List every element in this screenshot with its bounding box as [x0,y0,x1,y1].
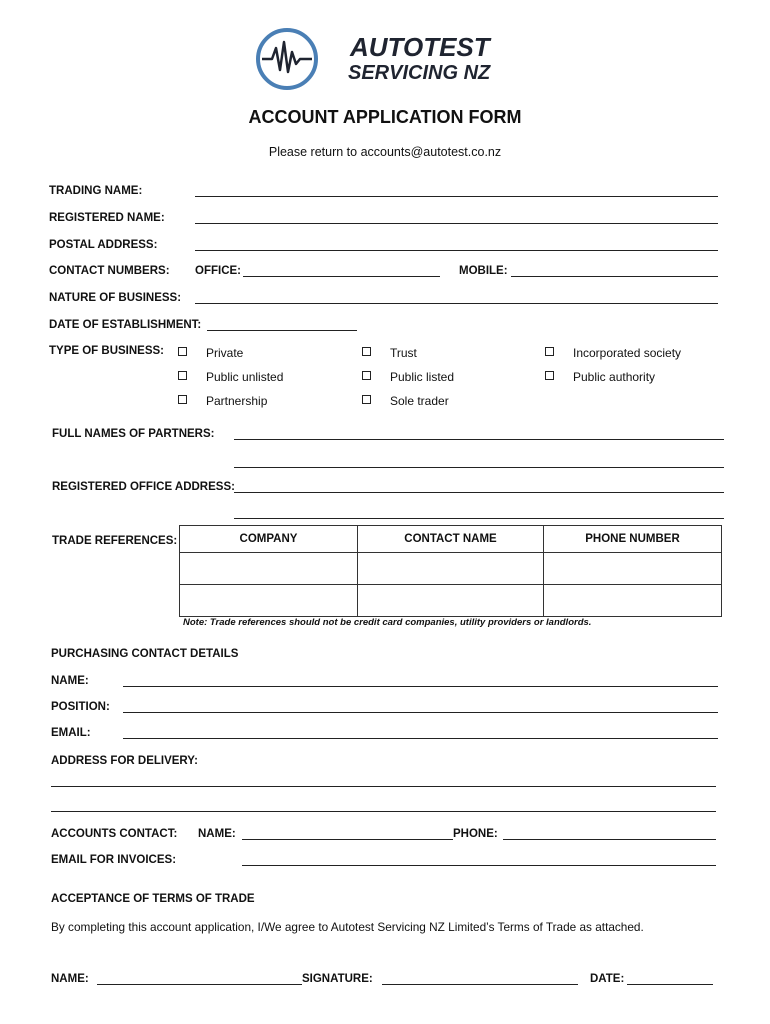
checkbox-private[interactable] [178,347,187,356]
email-for-invoices-line[interactable] [242,865,716,866]
purchasing-email-line[interactable] [123,738,718,739]
column-company: COMPANY [180,526,358,553]
contact-numbers-label: CONTACT NUMBERS: [49,265,170,277]
checkbox-partnership[interactable] [178,395,187,404]
column-contact-name: CONTACT NAME [358,526,544,553]
purchasing-position-label: POSITION: [51,701,110,713]
checkbox-incorporated-society[interactable] [545,347,554,356]
option-trust-label: Trust [390,346,417,360]
registered-office-line-1[interactable] [234,492,724,493]
table-row [180,585,722,617]
option-incorporated-society-label: Incorporated society [573,346,682,360]
option-public-authority-label: Public authority [573,370,656,384]
nature-of-business-label: NATURE OF BUSINESS: [49,292,182,304]
purchasing-heading: PURCHASING CONTACT DETAILS [51,648,239,660]
checkbox-public-authority[interactable] [545,371,554,380]
accounts-phone-label: PHONE: [453,828,498,840]
accounts-name-line[interactable] [242,839,453,840]
nature-of-business-line[interactable] [195,303,718,304]
signoff-signature-label: SIGNATURE: [302,973,373,985]
purchasing-position-line[interactable] [123,712,718,713]
option-private-label: Private [206,346,244,360]
signoff-signature-line[interactable] [382,984,578,985]
checkbox-sole-trader[interactable] [362,395,371,404]
purchasing-name-line[interactable] [123,686,718,687]
full-names-of-partners-label: FULL NAMES OF PARTNERS: [52,428,215,440]
purchasing-name-label: NAME: [51,675,89,687]
delivery-line-1[interactable] [51,786,716,787]
office-line[interactable] [243,276,440,277]
cell-phone-number-2[interactable] [544,585,722,617]
accounts-phone-line[interactable] [503,839,716,840]
partners-line-2[interactable] [234,467,724,468]
address-for-delivery-label: ADDRESS FOR DELIVERY: [51,755,198,767]
cell-company-1[interactable] [180,553,358,585]
postal-address-label: POSTAL ADDRESS: [49,239,158,251]
signoff-date-label: DATE: [590,973,625,985]
accounts-contact-label: ACCOUNTS CONTACT: [51,828,178,840]
trade-references-label: TRADE REFERENCES: [52,535,178,547]
logo-emblem-icon [254,26,320,92]
postal-address-line[interactable] [195,250,718,251]
logo [254,26,504,92]
purchasing-email-label: EMAIL: [51,727,91,739]
table-header-row [180,526,722,553]
option-sole-trader-label: Sole trader [390,394,449,408]
type-of-business-label: TYPE OF BUSINESS: [49,345,165,357]
checkbox-public-unlisted[interactable] [178,371,187,380]
date-of-establishment-line[interactable] [207,330,357,331]
form-subtitle: Please return to accounts@autotest.co.nz [268,145,502,159]
logo-line2: SERVICING NZ [348,62,491,84]
signoff-date-line[interactable] [627,984,713,985]
cell-phone-number-1[interactable] [544,553,722,585]
mobile-label: MOBILE: [459,265,508,277]
cell-company-2[interactable] [180,585,358,617]
option-public-unlisted-label: Public unlisted [206,370,284,384]
office-label: OFFICE: [195,265,241,277]
terms-heading: ACCEPTANCE OF TERMS OF TRADE [51,893,255,905]
accounts-name-label: NAME: [198,828,236,840]
signoff-name-line[interactable] [97,984,302,985]
date-of-establishment-label: DATE OF ESTABLISHMENT: [49,319,202,331]
cell-contact-name-1[interactable] [358,553,544,585]
registered-office-address-label: REGISTERED OFFICE ADDRESS: [52,481,235,493]
delivery-line-2[interactable] [51,811,716,812]
form-title: ACCOUNT APPLICATION FORM [248,107,522,127]
option-public-listed-label: Public listed [390,370,455,384]
trading-name-label: TRADING NAME: [49,185,143,197]
table-row [180,553,722,585]
mobile-line[interactable] [511,276,718,277]
signoff-name-label: NAME: [51,973,89,985]
registered-name-line[interactable] [195,223,718,224]
terms-text: By completing this account application, I/We agree to Autotest Servicing NZ Limited’s Terms of Trade as attached. [51,920,644,934]
registered-office-line-2[interactable] [234,518,724,519]
column-phone-number: PHONE NUMBER [544,526,722,553]
registered-name-label: REGISTERED NAME: [49,212,165,224]
logo-line1: AUTOTEST [350,32,490,62]
partners-line-1[interactable] [234,439,724,440]
trading-name-line[interactable] [195,196,718,197]
email-for-invoices-label: EMAIL FOR INVOICES: [51,854,177,866]
trade-note: Note: Trade references should not be credit card companies, utility providers or landlords. [183,617,592,628]
option-partnership-label: Partnership [206,394,268,408]
cell-contact-name-2[interactable] [358,585,544,617]
checkbox-trust[interactable] [362,347,371,356]
trade-references-table [179,525,722,617]
checkbox-public-listed[interactable] [362,371,371,380]
